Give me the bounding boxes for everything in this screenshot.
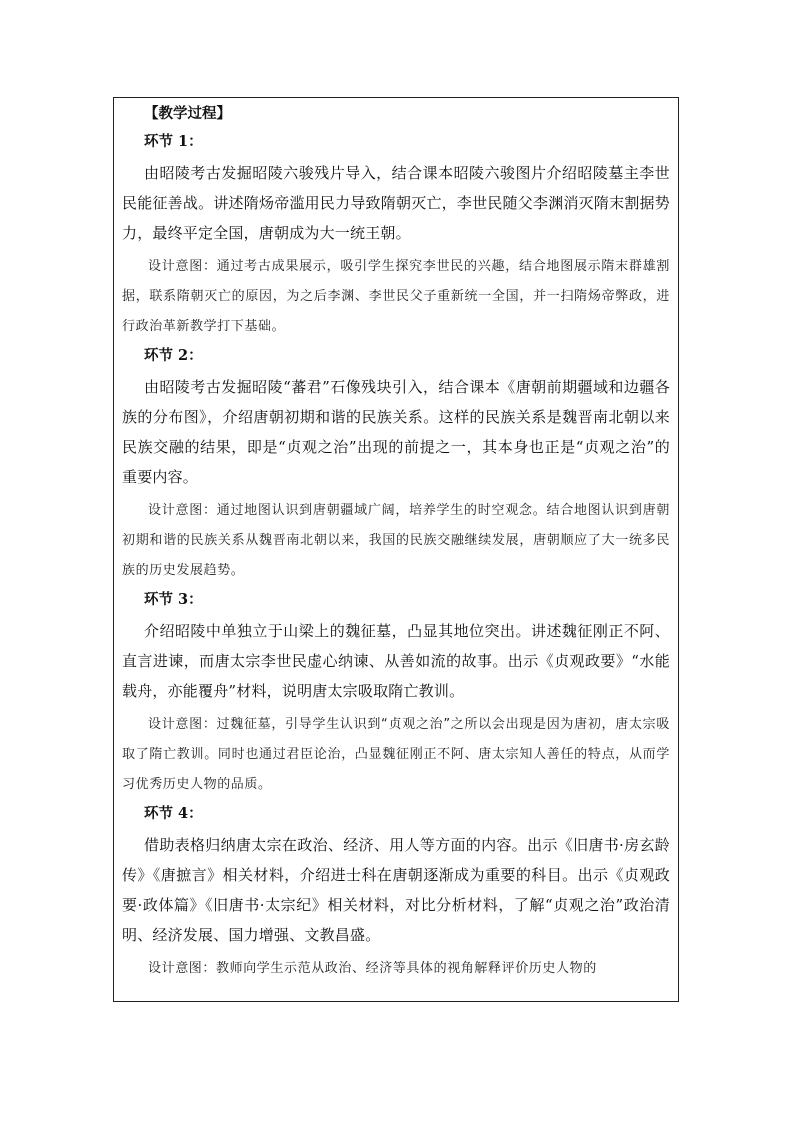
segment-label: 环节 4：	[144, 805, 203, 822]
design-intent: 设计意图：通过地图认识到唐朝疆域广阔，培养学生的时空观念。结合地图认识到唐朝初期和谐的民族关系从魏晋南北朝以来，我国的民族交融继续发展，唐朝顺应了大一统多民族的历史发展趋势。	[122, 503, 670, 578]
design-intent: 设计意图：通过考古成果展示，吸引学生探究李世民的兴趣，结合地图展示隋末群雄割据，联系隋朝灭亡的原因，为之后李渊、李世民父子重新统一全国，并一扫隋炀帝弊政，进行政治革新教学打下基础。	[122, 259, 670, 334]
design-intent: 设计意图：教师向学生示范从政治、经济等具体的视角解释评价历史人物的	[148, 961, 597, 976]
segment-label: 环节 1：	[144, 133, 203, 150]
section-title: 【教学过程】	[144, 105, 231, 122]
segment-content: 借助表格归纳唐太宗在政治、经济、用人等方面的内容。出示《旧唐书·房玄龄传》《唐摭言》相关材料，介绍进士科在唐朝逐渐成为重要的科目。出示《贞观政要·政体篇》《旧唐书·太宗纪》相关材料，对比分析材料，了解“贞观之治”政治清明、经济发展、国力增强、文教昌盛。	[122, 836, 670, 944]
design-intent: 设计意图：过魏征墓，引导学生认识到“贞观之治”之所以会出现是因为唐初，唐太宗吸取了隋亡教训。同时也通过君臣论治，凸显魏征刚正不阿、唐太宗知人善任的特点，从而学习优秀历史人物的品质。	[122, 717, 670, 792]
cell-content	[122, 100, 670, 984]
segment-label: 环节 2：	[144, 347, 203, 364]
segment-2	[122, 342, 670, 586]
segment-content: 介绍昭陵中单独立于山梁上的魏征墓，凸显其地位突出。讲述魏征刚正不阿、直言进谏，而唐太宗李世民虚心纳谏、从善如流的故事。出示《贞观政要》“水能载舟，亦能覆舟”材料，说明唐太宗吸取隋亡教训。	[122, 622, 670, 700]
segment-4	[122, 800, 670, 984]
segment-content: 由昭陵考古发掘昭陵“蕃君”石像残块引入，结合课本《唐朝前期疆域和边疆各族的分布图》，介绍唐朝初期和谐的民族关系。这样的民族关系是魏晋南北朝以来民族交融的结果，即是“贞观之治”出现的前提之一，其本身也正是“贞观之治”的重要内容。	[122, 378, 670, 486]
lesson-table-cell	[113, 97, 679, 1002]
segment-label: 环节 3：	[144, 591, 203, 608]
segment-3	[122, 586, 670, 800]
segment-content: 由昭陵考古发掘昭陵六骏残片导入，结合课本昭陵六骏图片介绍昭陵墓主李世民能征善战。讲述隋炀帝滥用民力导致隋朝灭亡，李世民随父李渊消灭隋末割据势力，最终平定全国，唐朝成为大一统王朝。	[122, 164, 670, 242]
segment-1	[122, 128, 670, 342]
